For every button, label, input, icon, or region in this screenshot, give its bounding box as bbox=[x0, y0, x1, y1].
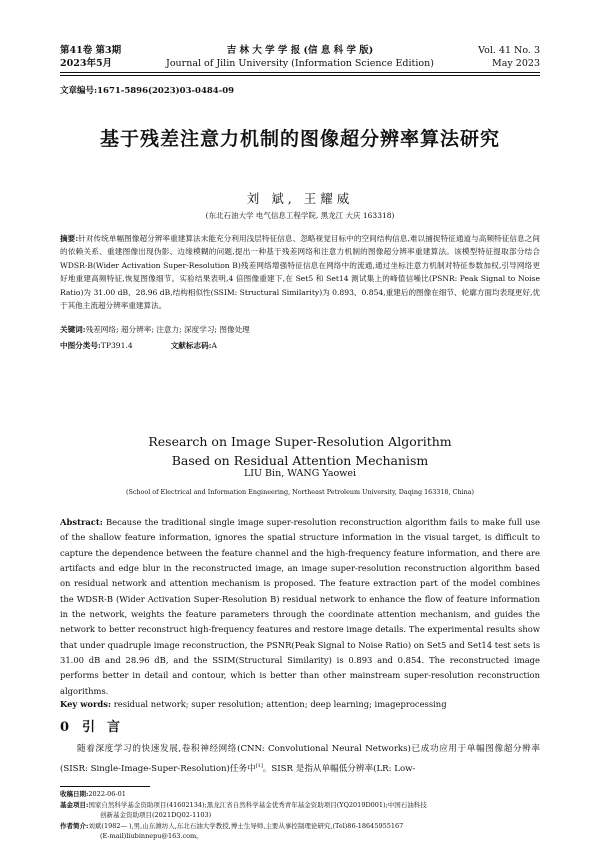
classification bbox=[60, 339, 540, 352]
keywords-cn-text: 残差网络; 超分辨率; 注意力; 深度学习; 图像处理 bbox=[85, 325, 250, 334]
footnote-author bbox=[60, 821, 540, 832]
journal-name-en: Journal of Jilin University (Information Science Edition) bbox=[166, 58, 434, 69]
header-rule-thin bbox=[60, 75, 540, 76]
fund-value-1: 国家自然科学基金资助项目(41602134);黑龙江省自然科学基金优秀青年基金资助项目(YQ2019D001);中国石油科技 bbox=[88, 800, 427, 809]
author-label: 作者简介: bbox=[60, 821, 89, 830]
intro-text-after: 。SISR 是指从单幅低分辨率(LR: Low- bbox=[262, 763, 416, 774]
affiliation-en: (School of Electrical and Information Engineering, Northeast Petroleum University, Daqing 163318, China) bbox=[125, 488, 475, 496]
clc-label: 中图分类号: bbox=[60, 341, 101, 350]
section-title: 引言 bbox=[82, 720, 133, 735]
header-volume-cn bbox=[60, 44, 121, 70]
abstract-cn-label: 摘要: bbox=[60, 234, 79, 243]
footnotes bbox=[60, 789, 540, 842]
keywords-en-text: residual network; super resolution; attention; deep learning; imageprocessing bbox=[113, 699, 447, 709]
abstract-en-text: Because the traditional single image super-resolution reconstruction algorithm fails to make full use of the shallow feature information, ignores the spatial structure information in the visual target, is difficult to capture the dependence between the feature channel and the high-frequency feature information, and there are artifacts and edge blur in the reconstructed image, an image super-resolution reconstruction algorithm based on residual network and attention mechanism is proposed. The feature extraction part of the model combines the WDSR-B (Wider Activation Super-Resolution B) residual network to enhance the flow of feature information in the network, weights the feature parameters through the coordinate attention mechanism, and guides the network to better reconstruct high-frequency features and restore image details. The experimental results show that under quadruple image reconstruction, the PSNR(Peak Signal to Noise Ratio) on Set5 and Set14 test sets is 31.00 dB and 28.96 dB, and the SSIM(Structural Similarity) is 0.893 and 0.854. The reconstructed image performs better in detail and contour, which is better than other mainstream super-resolution reconstruction algorithms. bbox=[60, 517, 541, 696]
title-en-line1: Research on Image Super-Resolution Algorithm bbox=[148, 434, 452, 449]
volume-issue-cn: 第41卷 第3期 bbox=[60, 45, 122, 56]
authors-en: LIU Bin, WANG Yaowei bbox=[243, 468, 357, 479]
abstract-en bbox=[60, 515, 540, 699]
intro-text-before: 随着深度学习的快速发展,卷积神经网络(CNN: Convolutional Neural Networks)已成功应用于单幅图像超分辨率(SISR: Single-Image-Super-Resolution)任务中 bbox=[60, 744, 540, 774]
date-cn: 2023年5月 bbox=[60, 58, 113, 69]
section-number: 0 bbox=[60, 720, 70, 735]
keywords-cn-label: 关键词: bbox=[60, 325, 86, 334]
keywords-en-label: Key words: bbox=[60, 699, 112, 709]
section-heading bbox=[60, 716, 132, 735]
citation: [1] bbox=[255, 763, 263, 769]
doc-code-value: A bbox=[211, 341, 217, 350]
received-label: 收稿日期: bbox=[60, 790, 89, 798]
title-en-line2: Based on Residual Attention Mechanism bbox=[171, 453, 429, 468]
title-en bbox=[60, 432, 540, 470]
footnote-rule bbox=[60, 786, 150, 787]
footnote-received bbox=[60, 789, 540, 800]
date-en: May 2023 bbox=[492, 58, 540, 69]
journal-name-cn: 吉 林 大 学 学 报 (信 息 科 学 版) bbox=[226, 45, 374, 56]
abstract-cn bbox=[60, 232, 540, 312]
authors-cn: 刘 斌, 王耀威 bbox=[246, 191, 354, 206]
clc-value: TP391.4 bbox=[100, 341, 133, 350]
footnote-fund bbox=[60, 800, 540, 811]
keywords-cn bbox=[60, 323, 540, 336]
author-value-2: (E-mail)liubinnepu@163.com。 bbox=[100, 832, 203, 840]
header-volume-en bbox=[478, 44, 540, 70]
article-number: 文章编号:1671-5896(2023)03-0484-09 bbox=[60, 86, 235, 96]
doc-code-label: 文献标志码: bbox=[170, 341, 212, 350]
header-journal bbox=[150, 44, 450, 70]
keywords-en bbox=[60, 697, 540, 712]
intro-paragraph bbox=[60, 741, 540, 778]
fund-value-2: 创新基金资助项目(2021DQ02-1103) bbox=[100, 811, 212, 819]
abstract-cn-text: 针对传统单幅图像超分辨率重建算法未能充分利用浅层特征信息、忽略视觉目标中的空间结构信息,难以捕捉特征通道与高频特征信息之间的依赖关系、重建图像出现伪影、边缘模糊的问题,提出一种基于残差网络和注意力机制的图像超分辨率重建算法。该模型特征提取部分结合 WDSR-B(Wider Activation Super-Resolution B)残差网络增强特征信息在网络中的流通,通过坐标注意力机制对特征参数加权,引导网络更好地重建高频特征,恢复图像细节。实验结果表明,4 倍图像重建下,在 Set5 和 Set14 测试集上的峰值信噪比(PSNR: Peak Signal to Noise Ratio)为 31.00 dB、28.96 dB,结构相似性(SSIM: Structural Similarity)为 0.893、0.854,重建后的图像在细节、轮廓方面均表现更好,优于其他主流超分辨率重建算法。 bbox=[60, 234, 540, 311]
affiliation-cn: (东北石油大学 电气信息工程学院, 黑龙江 大庆 163318) bbox=[205, 211, 395, 220]
abstract-en-label: Abstract: bbox=[60, 517, 103, 527]
received-value: 2022-06-01 bbox=[88, 790, 126, 798]
fund-label: 基金项目: bbox=[60, 800, 89, 809]
author-value-1: 刘斌(1982— ),男,山东潍坊人,东北石油大学教授,博士生导师,主要从事控制理论研究,(Tel)86-18645955167 bbox=[88, 821, 404, 830]
volume-issue-en: Vol. 41 No. 3 bbox=[478, 45, 540, 56]
header-rule bbox=[60, 72, 540, 73]
title-cn: 基于残差注意力机制的图像超分辨率算法研究 bbox=[99, 128, 500, 150]
